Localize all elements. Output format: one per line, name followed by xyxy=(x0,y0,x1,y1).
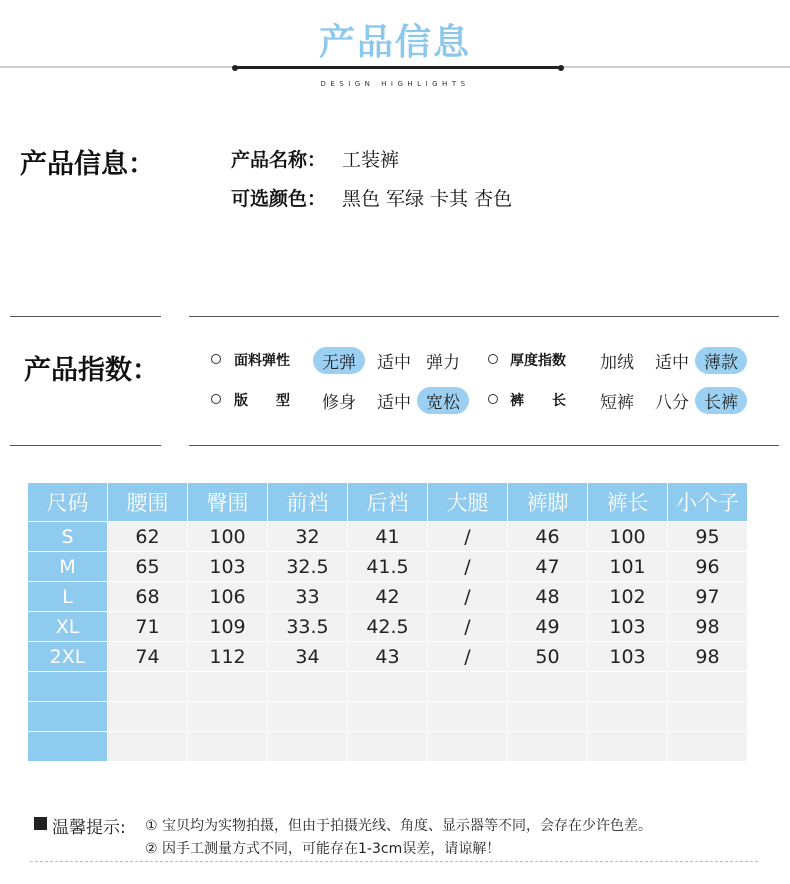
size-value-cell xyxy=(108,702,187,731)
size-table-header-cell: 裤长 xyxy=(588,483,667,521)
size-value-cell: 49 xyxy=(508,612,587,641)
size-value-cell xyxy=(268,702,347,731)
size-value-cell: 96 xyxy=(668,552,747,581)
size-value-cell xyxy=(188,672,267,701)
size-value-cell xyxy=(588,732,667,761)
size-value-cell xyxy=(268,732,347,761)
size-value-cell xyxy=(188,732,267,761)
tips-line-1: ① 宝贝均为实物拍摄，但由于拍摄光线、角度、显示器等不同，会存在少许色差。 xyxy=(145,818,652,834)
tips-title: 温馨提示: xyxy=(52,818,126,838)
size-value-cell: 98 xyxy=(668,612,747,641)
size-value-cell xyxy=(348,732,427,761)
size-value-cell: 97 xyxy=(668,582,747,611)
size-value-cell: 74 xyxy=(108,642,187,671)
size-value-cell xyxy=(508,732,587,761)
table-row xyxy=(28,642,747,671)
header-accent-line xyxy=(235,66,561,69)
index-option: 弹力 xyxy=(426,353,460,373)
size-value-cell xyxy=(508,702,587,731)
size-value-cell xyxy=(668,702,747,731)
index-divider-top-right xyxy=(189,316,779,317)
index-bullet-icon xyxy=(488,394,498,404)
size-value-cell: 62 xyxy=(108,522,187,551)
size-value-cell: / xyxy=(428,612,507,641)
index-label: 裤 长 xyxy=(510,393,566,409)
index-option: 八分 xyxy=(655,393,689,413)
size-value-cell: 33 xyxy=(268,582,347,611)
page-title: 产品信息 xyxy=(318,22,471,63)
size-value-cell: 48 xyxy=(508,582,587,611)
size-value-cell xyxy=(508,672,587,701)
index-divider-top-left xyxy=(10,316,161,317)
table-row xyxy=(28,732,747,761)
size-value-cell: 102 xyxy=(588,582,667,611)
index-option: 加绒 xyxy=(600,353,634,373)
size-value-cell: 33.5 xyxy=(268,612,347,641)
size-label-cell xyxy=(28,732,107,761)
size-table-header xyxy=(28,483,747,521)
table-row xyxy=(28,672,747,701)
size-label-cell xyxy=(28,702,107,731)
size-value-cell: 41.5 xyxy=(348,552,427,581)
index-label: 厚度指数 xyxy=(510,353,566,369)
index-label: 面料弹性 xyxy=(234,353,290,369)
tips-divider xyxy=(30,861,758,863)
table-row xyxy=(28,522,747,551)
size-value-cell xyxy=(348,702,427,731)
size-value-cell xyxy=(268,672,347,701)
size-value-cell xyxy=(668,732,747,761)
product-name-label: 产品名称： xyxy=(231,149,327,171)
size-value-cell: 98 xyxy=(668,642,747,671)
size-value-cell: 95 xyxy=(668,522,747,551)
size-value-cell: / xyxy=(428,552,507,581)
size-value-cell xyxy=(428,672,507,701)
index-bullet-icon xyxy=(211,394,221,404)
size-table-body xyxy=(28,522,747,761)
header-subtitle: DESIGN HIGHLIGHTS xyxy=(320,80,470,88)
size-value-cell: 100 xyxy=(588,522,667,551)
size-value-cell: 109 xyxy=(188,612,267,641)
size-value-cell: 106 xyxy=(188,582,267,611)
size-value-cell: 46 xyxy=(508,522,587,551)
size-label-cell: S xyxy=(28,522,107,551)
index-bullet-icon xyxy=(488,354,498,364)
size-value-cell: / xyxy=(428,582,507,611)
size-value-cell: 34 xyxy=(268,642,347,671)
size-value-cell: 103 xyxy=(588,612,667,641)
index-option: 适中 xyxy=(377,393,411,413)
index-option-selected: 宽松 xyxy=(417,387,469,414)
size-table-header-cell: 尺码 xyxy=(28,483,107,521)
size-table-header-cell: 腰围 xyxy=(108,483,187,521)
size-value-cell: 100 xyxy=(188,522,267,551)
product-color-label: 可选颜色： xyxy=(231,188,327,210)
index-option: 适中 xyxy=(655,353,689,373)
size-value-cell xyxy=(188,702,267,731)
index-divider-bottom-right xyxy=(189,445,779,446)
index-option: 短裤 xyxy=(600,393,634,413)
size-value-cell: 50 xyxy=(508,642,587,671)
size-label-cell: M xyxy=(28,552,107,581)
index-label: 版 型 xyxy=(234,393,290,409)
size-table-header-cell: 后裆 xyxy=(348,483,427,521)
size-value-cell: 71 xyxy=(108,612,187,641)
size-value-cell xyxy=(108,732,187,761)
size-label-cell: XL xyxy=(28,612,107,641)
size-value-cell xyxy=(588,672,667,701)
table-row xyxy=(28,612,747,641)
index-option: 适中 xyxy=(377,353,411,373)
size-value-cell: 32.5 xyxy=(268,552,347,581)
tips-line-2: ② 因手工测量方式不同，可能存在1-3cm误差，请谅解！ xyxy=(145,841,501,857)
index-option-selected: 薄款 xyxy=(695,347,747,374)
size-table xyxy=(27,482,748,762)
size-label-cell xyxy=(28,672,107,701)
product-index-title: 产品指数： xyxy=(24,355,159,386)
size-value-cell: 42 xyxy=(348,582,427,611)
size-label-cell: L xyxy=(28,582,107,611)
table-row xyxy=(28,552,747,581)
size-value-cell xyxy=(108,672,187,701)
size-value-cell: 112 xyxy=(188,642,267,671)
index-option-selected: 长裤 xyxy=(695,387,747,414)
size-table-header-cell: 小个子 xyxy=(668,483,747,521)
size-value-cell: 32 xyxy=(268,522,347,551)
header-dot-right xyxy=(558,65,564,71)
size-table-header-cell: 大腿 xyxy=(428,483,507,521)
product-name-value: 工装裤 xyxy=(342,149,400,171)
size-value-cell: 101 xyxy=(588,552,667,581)
size-value-cell xyxy=(668,672,747,701)
index-bullet-icon xyxy=(211,354,221,364)
size-value-cell xyxy=(428,702,507,731)
size-label-cell: 2XL xyxy=(28,642,107,671)
size-value-cell: 103 xyxy=(588,642,667,671)
product-info-title: 产品信息： xyxy=(20,149,155,180)
size-value-cell: / xyxy=(428,522,507,551)
size-value-cell: 65 xyxy=(108,552,187,581)
index-divider-bottom-left xyxy=(10,445,161,446)
size-value-cell: 43 xyxy=(348,642,427,671)
size-value-cell: 42.5 xyxy=(348,612,427,641)
size-value-cell: 47 xyxy=(508,552,587,581)
size-value-cell xyxy=(588,702,667,731)
size-value-cell: 41 xyxy=(348,522,427,551)
table-row xyxy=(28,702,747,731)
index-option: 修身 xyxy=(322,393,356,413)
size-value-cell: / xyxy=(428,642,507,671)
table-row xyxy=(28,582,747,611)
index-option-selected: 无弹 xyxy=(313,347,365,374)
size-value-cell xyxy=(428,732,507,761)
size-value-cell xyxy=(348,672,427,701)
product-color-value: 黑色 军绿 卡其 杏色 xyxy=(342,188,513,210)
header-dot-left xyxy=(232,65,238,71)
tips-bullet-square xyxy=(34,817,47,830)
size-value-cell: 68 xyxy=(108,582,187,611)
size-table-header-cell: 臀围 xyxy=(188,483,267,521)
size-value-cell: 103 xyxy=(188,552,267,581)
size-table-header-cell: 前裆 xyxy=(268,483,347,521)
size-table-header-cell: 裤脚 xyxy=(508,483,587,521)
